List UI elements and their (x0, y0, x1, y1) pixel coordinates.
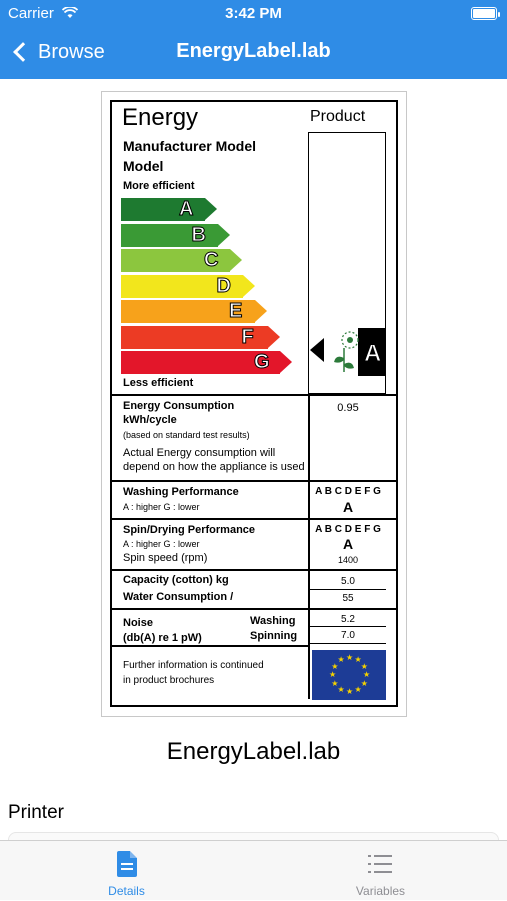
capacity-value: 5.0 (341, 576, 355, 587)
efficiency-class-c (121, 249, 242, 272)
star-icon: ★ (354, 655, 362, 665)
washing-performance-label: Washing Performance (123, 486, 239, 498)
eu-flag-icon (312, 650, 386, 700)
washing-scale-label: A : higher G : lower (123, 502, 200, 512)
document-icon (117, 851, 137, 877)
status-bar (0, 5, 507, 23)
rating-letter: A (364, 340, 382, 367)
divider (112, 569, 396, 571)
energy-label (110, 100, 398, 707)
divider (310, 643, 386, 644)
divider (310, 589, 386, 590)
star-icon: ★ (360, 678, 368, 688)
rating-indicator (310, 328, 386, 368)
carrier-label: Carrier (8, 5, 54, 22)
label-model: Model (123, 158, 164, 174)
efficiency-class-letter: D (216, 274, 231, 297)
actual-consumption-line-2: depend on how the appliance is used (123, 461, 305, 473)
divider (112, 645, 308, 647)
spin-rating: A (342, 536, 354, 552)
efficiency-class-letter: A (179, 198, 194, 220)
efficiency-class-letter: B (191, 223, 206, 246)
star-icon: ★ (337, 655, 345, 665)
water-value: 55 (342, 593, 354, 604)
tab-details[interactable] (0, 841, 253, 901)
efficiency-class-a (121, 198, 217, 221)
tab-details-label: Details (108, 884, 145, 898)
noise-label: Noise (123, 617, 153, 629)
star-icon: ★ (331, 678, 339, 688)
divider (112, 394, 396, 396)
efficiency-class-letter: F (241, 325, 254, 348)
battery-icon (471, 7, 497, 20)
star-icon: ★ (337, 684, 345, 694)
efficiency-class-f (121, 326, 280, 349)
noise-washing-label: Washing (250, 615, 296, 627)
label-preview[interactable] (101, 91, 407, 717)
energy-consumption-label: Energy Consumption (123, 400, 235, 412)
water-consumption-label: Water Consumption / (123, 591, 234, 603)
noise-spinning-label: Spinning (250, 630, 298, 642)
page-title: EnergyLabel.lab (176, 40, 331, 62)
star-icon: ★ (360, 661, 368, 671)
spin-scale-label: A : higher G : lower (123, 539, 200, 549)
tab-variables[interactable] (254, 841, 507, 901)
label-less-efficient: Less efficient (123, 377, 194, 389)
noise-unit-label: (db(A) re 1 pW) (123, 632, 202, 644)
printer-section-header: Printer (8, 802, 64, 823)
star-icon: ★ (354, 684, 362, 694)
washing-classes: A B C D E F G (315, 486, 381, 497)
energy-value: 0.95 (337, 402, 359, 414)
washing-rating: A (342, 499, 354, 515)
label-manufacturer: Manufacturer Model (123, 138, 257, 154)
efficiency-class-letter: C (204, 249, 219, 271)
tab-bar (0, 840, 507, 900)
label-file-name: EnergyLabel.lab (166, 738, 341, 765)
star-icon: ★ (329, 670, 337, 679)
label-more-efficient: More efficient (123, 180, 195, 192)
star-icon: ★ (331, 661, 339, 671)
label-product-heading: Product (310, 108, 366, 125)
star-icon: ★ (346, 687, 354, 696)
further-info-line-1: Further information is continued (123, 660, 264, 671)
star-icon: ★ (363, 670, 371, 679)
efficiency-class-d (121, 275, 255, 298)
efficiency-class-g (121, 351, 292, 374)
noise-spinning-value: 7.0 (341, 630, 355, 641)
divider (112, 608, 396, 610)
clock: 3:42 PM (225, 5, 282, 22)
list-icon (368, 855, 392, 875)
spin-classes: A B C D E F G (315, 524, 381, 535)
spin-performance-label: Spin/Drying Performance (123, 524, 256, 536)
divider (112, 518, 396, 520)
navigation-bar (0, 0, 507, 79)
efficiency-class-b (121, 224, 230, 247)
further-info-line-2: in product brochures (123, 675, 215, 686)
divider (112, 480, 396, 482)
tab-variables-label: Variables (355, 884, 406, 898)
label-energy-heading: Energy (122, 104, 199, 131)
actual-consumption-line-1: Actual Energy consumption will (123, 447, 276, 459)
capacity-label: Capacity (cotton) kg (123, 574, 229, 586)
efficiency-class-letter: E (229, 300, 243, 322)
back-button-label: Browse (38, 40, 105, 63)
spin-speed-value: 1400 (337, 555, 359, 565)
divider (310, 626, 386, 627)
efficiency-class-letter: G (254, 351, 270, 373)
kwh-cycle-label: kWh/cycle (123, 414, 177, 426)
noise-washing-value: 5.2 (341, 614, 355, 625)
based-on-label: (based on standard test results) (123, 430, 250, 440)
efficiency-class-e (121, 300, 267, 323)
spin-speed-label: Spin speed (rpm) (123, 552, 208, 564)
star-icon: ★ (346, 653, 354, 662)
